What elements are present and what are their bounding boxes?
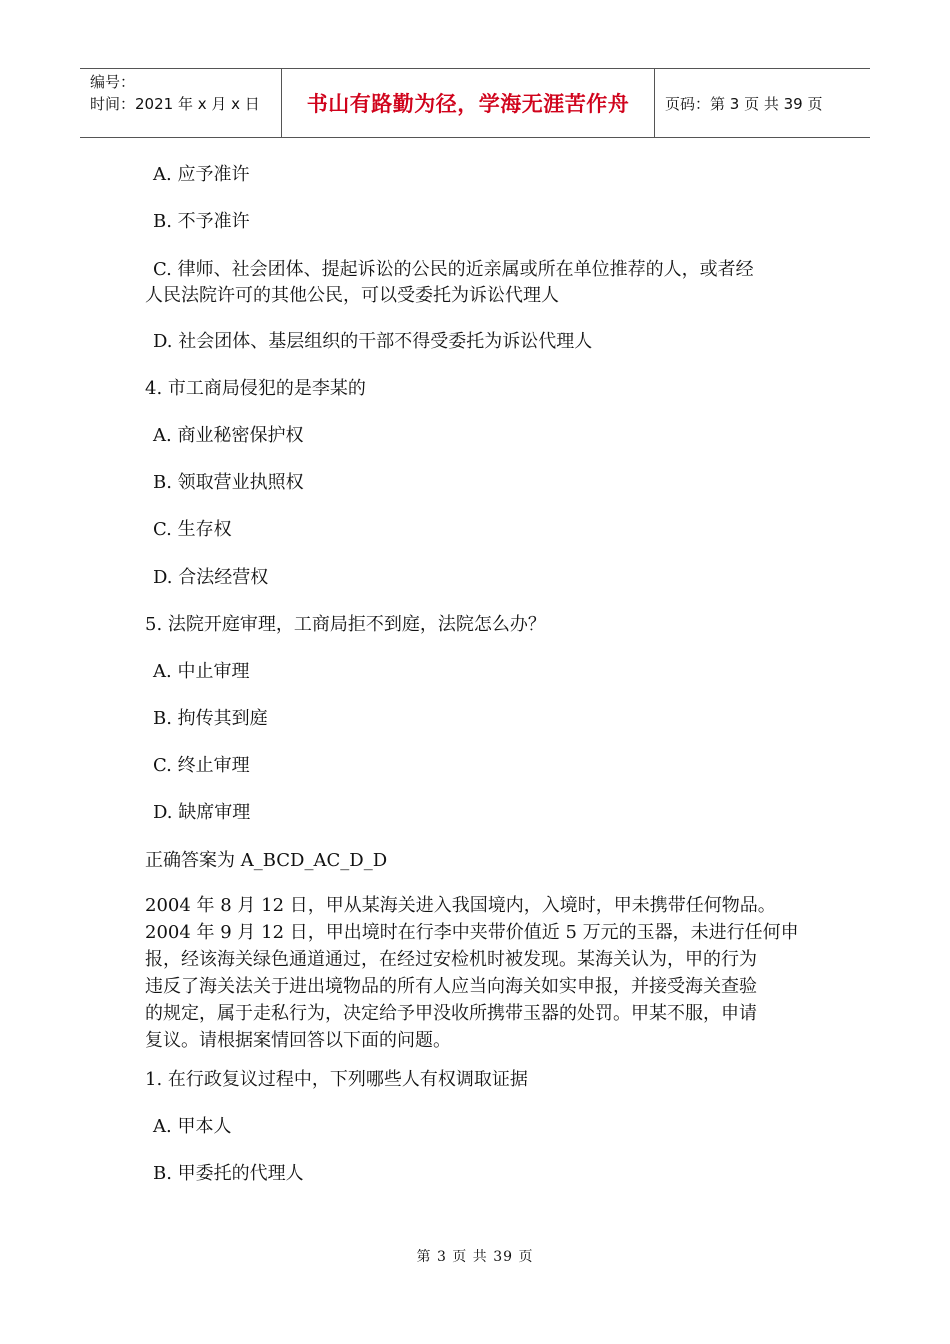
case-line: 2004 年 9 月 12 日，甲出境时在行李中夹带价值近 5 万元的玉器，未进行任何申: [145, 922, 799, 943]
option-d: D. 合法经营权: [153, 567, 269, 588]
doc-code-label: 编号：: [90, 73, 136, 91]
page-footer: 第 3 页 共 39 页: [416, 1249, 534, 1265]
case-line: 报，经该海关绿色通道通过，在经过安检机时被发现。某海关认为，甲的行为: [145, 949, 757, 970]
header-meta: [80, 69, 282, 137]
case-paragraph: [145, 892, 805, 1054]
option-d: D. 缺席审理: [153, 802, 251, 823]
case-line: 的规定，属于走私行为，决定给予甲没收所携带玉器的处罚。甲某不服，申请: [145, 1003, 757, 1024]
option-c-continued: 人民法院许可的其他公民，可以受委托为诉讼代理人: [145, 285, 559, 306]
option-a: A. 中止审理: [153, 661, 250, 682]
doc-date-label: 时间：2021 年 x 月 x 日: [90, 95, 260, 113]
page-header: [80, 68, 870, 138]
option-a: A. 甲本人: [153, 1116, 232, 1137]
question-1: 1. 在行政复议过程中，下列哪些人有权调取证据: [145, 1069, 528, 1090]
option-b: B. 不予准许: [153, 211, 250, 232]
option-b: B. 甲委托的代理人: [153, 1163, 304, 1184]
header-page-info: 页码：第 3 页 共 39 页: [665, 94, 823, 113]
option-d: D. 社会团体、基层组织的干部不得受委托为诉讼代理人: [153, 331, 593, 352]
question-4: 4. 市工商局侵犯的是李某的: [145, 378, 366, 399]
answer-key: 正确答案为 A_BCD_AC_D_D: [145, 850, 388, 871]
option-a: A. 应予准许: [153, 164, 250, 185]
option-c: C. 律师、社会团体、提起诉讼的公民的近亲属或所在单位推荐的人，或者经: [153, 259, 754, 280]
option-a: A. 商业秘密保护权: [153, 425, 304, 446]
case-line: 复议。请根据案情回答以下面的问题。: [145, 1030, 451, 1051]
case-line: 违反了海关法关于进出境物品的所有人应当向海关如实申报，并接受海关查验: [145, 976, 757, 997]
header-motto: 书山有路勤为径，学海无涯苦作舟: [282, 69, 655, 137]
option-b: B. 拘传其到庭: [153, 708, 268, 729]
question-5: 5. 法院开庭审理，工商局拒不到庭，法院怎么办？: [145, 614, 546, 635]
option-c: C. 终止审理: [153, 755, 250, 776]
option-c: C. 生存权: [153, 519, 232, 540]
option-b: B. 领取营业执照权: [153, 472, 304, 493]
case-line: 2004 年 8 月 12 日，甲从某海关进入我国境内，入境时，甲未携带任何物品。: [145, 895, 776, 916]
